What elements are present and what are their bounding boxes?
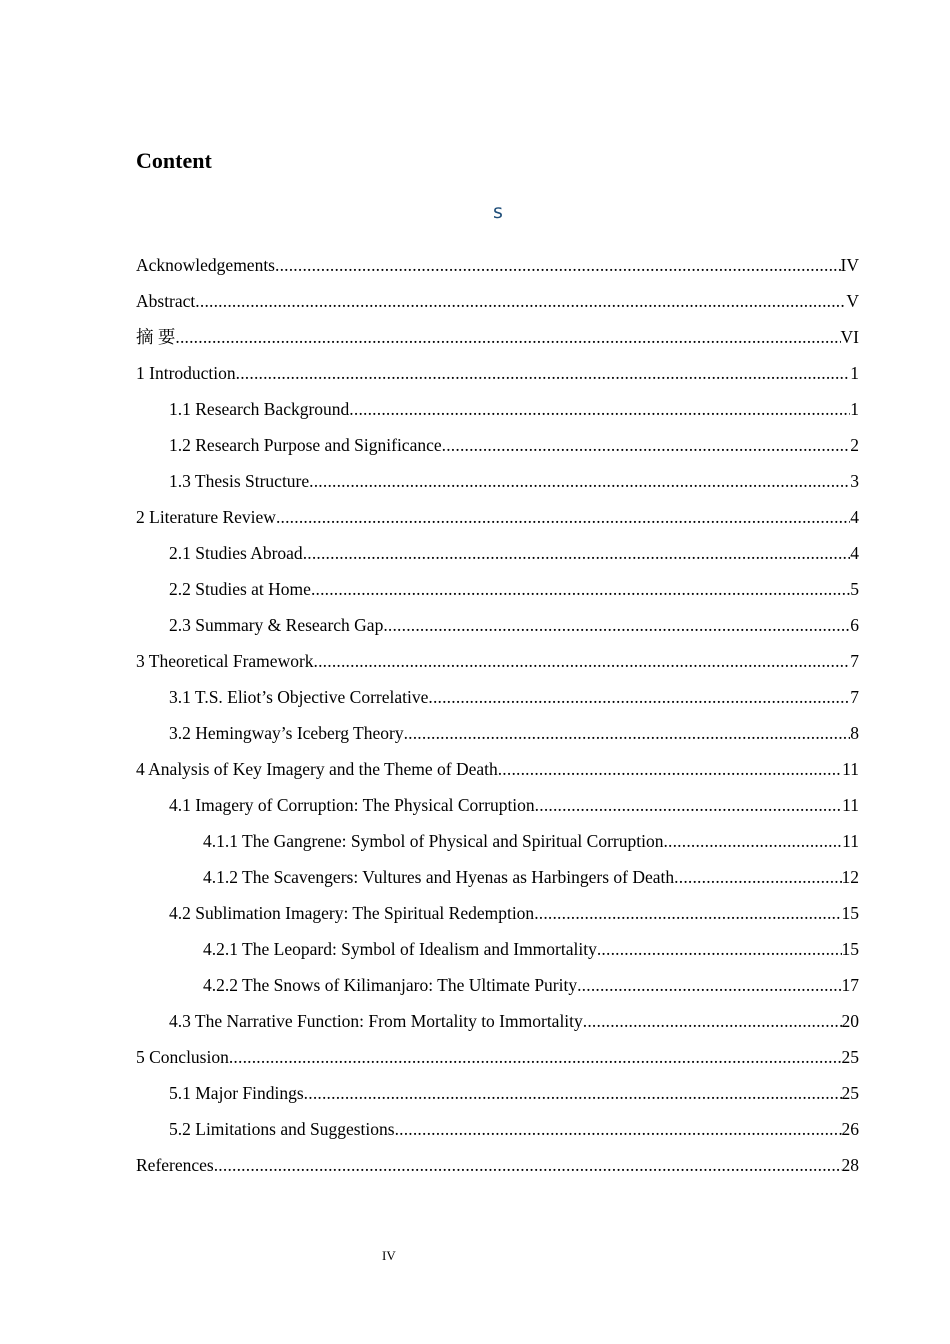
toc-entry-page-number: 12 bbox=[841, 867, 859, 887]
toc-entry-page-number: 2 bbox=[850, 435, 859, 455]
toc-entry[interactable] bbox=[136, 1117, 859, 1153]
dot-leader bbox=[214, 1153, 842, 1177]
dot-leader bbox=[304, 1081, 842, 1105]
dot-leader bbox=[395, 1117, 842, 1141]
title-continuation: s bbox=[493, 201, 503, 223]
toc-entry-page-number: VI bbox=[840, 327, 859, 347]
toc-entry-page-number: 20 bbox=[841, 1011, 859, 1031]
toc-entry-page-number: 11 bbox=[842, 831, 859, 851]
toc-entry[interactable] bbox=[136, 1153, 859, 1189]
toc-entry-title: 摘 要 bbox=[136, 327, 176, 347]
toc-entry-page-number: 25 bbox=[841, 1047, 859, 1067]
toc-entry-page-number: 11 bbox=[842, 759, 859, 779]
toc-entry[interactable] bbox=[136, 433, 859, 469]
toc-entry-title: 4.2 Sublimation Imagery: The Spiritual Redemption bbox=[169, 903, 535, 923]
toc-entry[interactable] bbox=[136, 901, 859, 937]
toc-entry-title: Abstract bbox=[136, 291, 196, 311]
toc-entry[interactable] bbox=[136, 253, 859, 289]
toc-entry[interactable] bbox=[136, 361, 859, 397]
dot-leader bbox=[236, 361, 851, 385]
dot-leader bbox=[674, 865, 841, 889]
toc-entry-page-number: IV bbox=[840, 255, 859, 275]
toc-entry-title: 5.2 Limitations and Suggestions bbox=[169, 1119, 395, 1139]
dot-leader bbox=[303, 541, 851, 565]
toc-entry[interactable] bbox=[136, 865, 859, 901]
table-of-contents bbox=[136, 253, 859, 1189]
dot-leader bbox=[314, 649, 851, 673]
toc-entry-page-number: 1 bbox=[850, 363, 859, 383]
toc-entry-page-number: 26 bbox=[841, 1119, 859, 1139]
dot-leader bbox=[663, 829, 842, 853]
toc-entry[interactable] bbox=[136, 757, 859, 793]
toc-entry[interactable] bbox=[136, 1045, 859, 1081]
toc-entry[interactable] bbox=[136, 1081, 859, 1117]
dot-leader bbox=[498, 757, 842, 781]
toc-entry-title: 5 Conclusion bbox=[136, 1047, 229, 1067]
toc-entry-title: 1.3 Thesis Structure bbox=[169, 471, 310, 491]
toc-entry-page-number: 11 bbox=[842, 795, 859, 815]
toc-entry-title: 4.1.1 The Gangrene: Symbol of Physical and Spiritual Corruption bbox=[203, 831, 664, 851]
toc-entry-title: 1.2 Research Purpose and Significance bbox=[169, 435, 442, 455]
dot-leader bbox=[195, 289, 846, 313]
toc-entry-page-number: 7 bbox=[850, 651, 859, 671]
toc-entry[interactable] bbox=[136, 325, 859, 361]
toc-entry-page-number: 25 bbox=[841, 1083, 859, 1103]
toc-entry[interactable] bbox=[136, 973, 859, 1009]
dot-leader bbox=[275, 253, 841, 277]
toc-entry[interactable] bbox=[136, 829, 859, 865]
dot-leader bbox=[311, 577, 850, 601]
dot-leader bbox=[175, 325, 840, 349]
toc-entry[interactable] bbox=[136, 937, 859, 973]
dot-leader bbox=[383, 613, 850, 637]
toc-entry-title: Acknowledgements bbox=[136, 255, 275, 275]
toc-entry-title: 2.3 Summary & Research Gap bbox=[169, 615, 384, 635]
toc-entry-title: 4.2.1 The Leopard: Symbol of Idealism and Immortality bbox=[203, 939, 597, 959]
dot-leader bbox=[442, 433, 851, 457]
dot-leader bbox=[577, 973, 841, 997]
toc-entry-title: 2 Literature Review bbox=[136, 507, 276, 527]
toc-entry-page-number: 3 bbox=[850, 471, 859, 491]
dot-leader bbox=[229, 1045, 842, 1069]
dot-leader bbox=[349, 397, 850, 421]
toc-entry-title: 4.1.2 The Scavengers: Vultures and Hyenas as Harbingers of Death bbox=[203, 867, 675, 887]
dot-leader bbox=[276, 505, 850, 529]
toc-entry-page-number: 5 bbox=[850, 579, 859, 599]
toc-entry-page-number: 15 bbox=[841, 939, 859, 959]
dot-leader bbox=[583, 1009, 842, 1033]
toc-entry-page-number: 1 bbox=[850, 399, 859, 419]
toc-entry-title: 2.2 Studies at Home bbox=[169, 579, 311, 599]
footer-page-number: IV bbox=[382, 1248, 396, 1263]
toc-entry-title: 1.1 Research Background bbox=[169, 399, 350, 419]
toc-entry-title: 4 Analysis of Key Imagery and the Theme of Death bbox=[136, 759, 498, 779]
dot-leader bbox=[404, 721, 851, 745]
dot-leader bbox=[428, 685, 850, 709]
toc-entry-page-number: 17 bbox=[841, 975, 859, 995]
toc-entry-title: 3.1 T.S. Eliot’s Objective Correlative bbox=[169, 687, 429, 707]
dot-leader bbox=[535, 793, 842, 817]
toc-entry-title: 1 Introduction bbox=[136, 363, 236, 383]
dot-leader bbox=[309, 469, 850, 493]
toc-entry-title: 3.2 Hemingway’s Iceberg Theory bbox=[169, 723, 404, 743]
toc-entry[interactable] bbox=[136, 397, 859, 433]
toc-entry[interactable] bbox=[136, 613, 859, 649]
toc-entry-title: References bbox=[136, 1155, 214, 1175]
toc-entry-page-number: 4 bbox=[850, 543, 859, 563]
toc-entry-page-number: 8 bbox=[850, 723, 859, 743]
toc-entry[interactable] bbox=[136, 685, 859, 721]
toc-entry[interactable] bbox=[136, 649, 859, 685]
toc-entry-title: 4.3 The Narrative Function: From Mortality to Immortality bbox=[169, 1011, 583, 1031]
dot-leader bbox=[597, 937, 842, 961]
toc-entry-title: 4.2.2 The Snows of Kilimanjaro: The Ultimate Purity bbox=[203, 975, 578, 995]
dot-leader bbox=[534, 901, 841, 925]
toc-entry[interactable] bbox=[136, 793, 859, 829]
toc-entry[interactable] bbox=[136, 541, 859, 577]
toc-entry-title: 3 Theoretical Framework bbox=[136, 651, 314, 671]
toc-entry[interactable] bbox=[136, 505, 859, 541]
toc-entry-title: 4.1 Imagery of Corruption: The Physical Corruption bbox=[169, 795, 535, 815]
toc-entry[interactable] bbox=[136, 1009, 859, 1045]
toc-entry-page-number: 4 bbox=[850, 507, 859, 527]
page-title: Content bbox=[136, 148, 212, 173]
toc-entry-title: 5.1 Major Findings bbox=[169, 1083, 304, 1103]
toc-entry[interactable] bbox=[136, 289, 859, 325]
toc-entry-title: 2.1 Studies Abroad bbox=[169, 543, 303, 563]
toc-entry[interactable] bbox=[136, 469, 859, 505]
toc-entry-page-number: V bbox=[846, 291, 859, 311]
toc-entry[interactable] bbox=[136, 721, 859, 757]
toc-entry-page-number: 28 bbox=[841, 1155, 859, 1175]
toc-entry-page-number: 15 bbox=[841, 903, 859, 923]
toc-entry-page-number: 6 bbox=[850, 615, 859, 635]
toc-entry-page-number: 7 bbox=[850, 687, 859, 707]
toc-entry[interactable] bbox=[136, 577, 859, 613]
